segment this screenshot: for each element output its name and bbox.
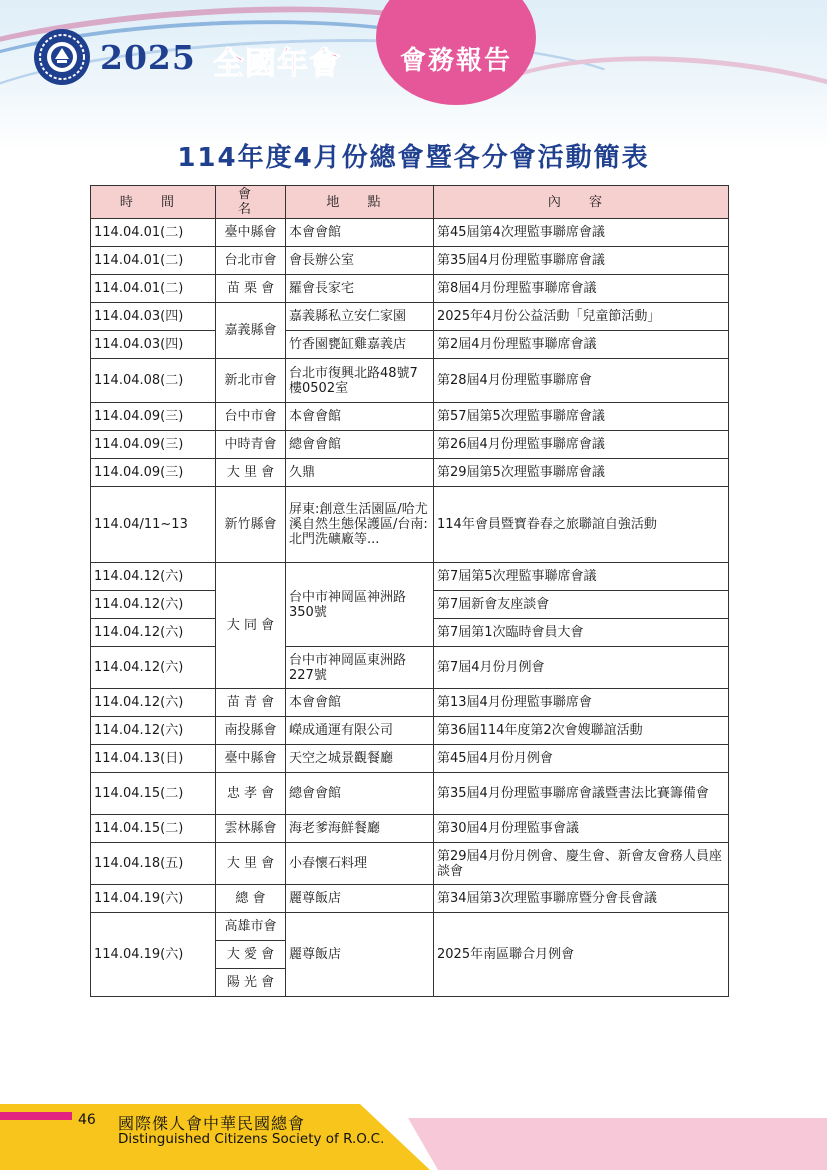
cell-time: 114.04.01(二): [91, 247, 216, 275]
cell-content: 2025年4月份公益活動「兒童節活動」: [434, 303, 729, 331]
cell-place: 台中市神岡區東洲路227號: [286, 647, 434, 689]
cell-place: 海老爹海鮮餐廳: [286, 815, 434, 843]
column-header-time: 時 間: [91, 186, 216, 219]
cell-time: 114.04.12(六): [91, 563, 216, 591]
cell-time: 114.04/11~13: [91, 487, 216, 563]
footer-org-name-en: Distinguished Citizens Society of R.O.C.: [118, 1131, 385, 1147]
cell-content: 第2屆4月份理監事聯席會議: [434, 331, 729, 359]
cell-club: 大 愛 會: [216, 941, 286, 969]
cell-time: 114.04.15(二): [91, 773, 216, 815]
table-row: [91, 247, 729, 275]
cell-content: 第35屆4月份理監事聯席會議暨書法比賽籌備會: [434, 773, 729, 815]
cell-club: 總 會: [216, 885, 286, 913]
cell-place: 總會會館: [286, 431, 434, 459]
footer-pink-band: [408, 1118, 827, 1170]
cell-time: 114.04.19(六): [91, 913, 216, 997]
cell-time: 114.04.12(六): [91, 591, 216, 619]
society-emblem-icon: [33, 28, 91, 86]
table-row: [91, 487, 729, 563]
cell-time: 114.04.15(二): [91, 815, 216, 843]
cell-place: 本會會館: [286, 219, 434, 247]
cell-club: 嘉義縣會: [216, 303, 286, 359]
section-badge-label: 會務報告: [399, 46, 512, 76]
cell-content: 第7屆新會友座談會: [434, 591, 729, 619]
cell-club: 苗 栗 會: [216, 275, 286, 303]
cell-club: 大 里 會: [216, 843, 286, 885]
activity-table: [90, 185, 729, 997]
table-row: [91, 303, 729, 331]
cell-club: 台北市會: [216, 247, 286, 275]
table-row: [91, 275, 729, 303]
cell-content: 第45屆第4次理監事聯席會議: [434, 219, 729, 247]
column-header-place: 地 點: [286, 186, 434, 219]
cell-place: 小春懷石料理: [286, 843, 434, 885]
cell-place: 竹香園甕缸雞嘉義店: [286, 331, 434, 359]
column-header-content: 內 容: [434, 186, 729, 219]
table-row: [91, 745, 729, 773]
table-row: [91, 913, 729, 941]
cell-content: 第30屆4月份理監事會議: [434, 815, 729, 843]
cell-content: 第34屆第3次理監事聯席暨分會長會議: [434, 885, 729, 913]
table-row: [91, 773, 729, 815]
table-row: [91, 717, 729, 745]
table-header-row: [91, 186, 729, 219]
cell-time: 114.04.08(二): [91, 359, 216, 403]
cell-place: 本會會館: [286, 689, 434, 717]
cell-content: 第7屆4月份月例會: [434, 647, 729, 689]
cell-time: 114.04.18(五): [91, 843, 216, 885]
cell-place: 會長辦公室: [286, 247, 434, 275]
cell-time: 114.04.12(六): [91, 647, 216, 689]
cell-content: 第36屆114年度第2次會嫂聯誼活動: [434, 717, 729, 745]
cell-content: 2025年南區聯合月例會: [434, 913, 729, 997]
cell-place: 屏東:創意生活園區/哈尤溪自然生態保護區/台南:北門洗礦廠等...: [286, 487, 434, 563]
cell-time: 114.04.01(二): [91, 219, 216, 247]
cell-time: 114.04.09(三): [91, 431, 216, 459]
cell-place: 嶸成通運有限公司: [286, 717, 434, 745]
table-row: [91, 459, 729, 487]
cell-place: 台北市復興北路48號7樓0502室: [286, 359, 434, 403]
cell-content: 第13屆4月份理監事聯席會: [434, 689, 729, 717]
cell-club: 臺中縣會: [216, 745, 286, 773]
cell-place: 羅會長家宅: [286, 275, 434, 303]
cell-time: 114.04.12(六): [91, 689, 216, 717]
cell-club: 新北市會: [216, 359, 286, 403]
cell-time: 114.04.03(四): [91, 331, 216, 359]
cell-place: 久鼎: [286, 459, 434, 487]
cell-place: 本會會館: [286, 403, 434, 431]
cell-place: 天空之城景觀餐廳: [286, 745, 434, 773]
cell-content: 第57屆第5次理監事聯席會議: [434, 403, 729, 431]
cell-club: 大 里 會: [216, 459, 286, 487]
cell-place: 總會會館: [286, 773, 434, 815]
cell-place: 麗尊飯店: [286, 913, 434, 997]
cell-content: 第7屆第1次臨時會員大會: [434, 619, 729, 647]
table-row: [91, 815, 729, 843]
table-row: [91, 689, 729, 717]
header-event-name: 全國年會: [213, 46, 341, 82]
header-year: 2025: [100, 38, 196, 77]
cell-club: 高雄市會: [216, 913, 286, 941]
cell-content: 第35屆4月份理監事聯席會議: [434, 247, 729, 275]
cell-time: 114.04.12(六): [91, 619, 216, 647]
cell-club: 大 同 會: [216, 563, 286, 689]
table-row: [91, 563, 729, 591]
cell-content: 第28屆4月份理監事聯席會: [434, 359, 729, 403]
cell-content: 第29屆4月份月例會、慶生會、新會友會務人員座談會: [434, 843, 729, 885]
cell-time: 114.04.03(四): [91, 303, 216, 331]
cell-club: 中時青會: [216, 431, 286, 459]
table-row: [91, 843, 729, 885]
table-row: [91, 403, 729, 431]
cell-content: 第45屆4月份月例會: [434, 745, 729, 773]
table-row: [91, 431, 729, 459]
cell-club: 南投縣會: [216, 717, 286, 745]
cell-time: 114.04.12(六): [91, 717, 216, 745]
page-title: 114年度4月份總會暨各分會活動簡表: [177, 143, 650, 173]
footer-org-name-zh: 國際傑人會中華民國總會: [118, 1114, 306, 1133]
cell-club: 陽 光 會: [216, 969, 286, 997]
cell-content: 第7屆第5次理監事聯席會議: [434, 563, 729, 591]
cell-time: 114.04.09(三): [91, 459, 216, 487]
table-row: [91, 647, 729, 689]
column-header-club: 會 名: [216, 186, 286, 219]
cell-club: 台中市會: [216, 403, 286, 431]
cell-club: 臺中縣會: [216, 219, 286, 247]
cell-content: 第8屆4月份理監事聯席會議: [434, 275, 729, 303]
cell-club: 苗 青 會: [216, 689, 286, 717]
cell-place: 嘉義縣私立安仁家園: [286, 303, 434, 331]
cell-content: 第29屆第5次理監事聯席會議: [434, 459, 729, 487]
cell-time: 114.04.09(三): [91, 403, 216, 431]
cell-club: 忠 孝 會: [216, 773, 286, 815]
table-row: [91, 359, 729, 403]
cell-time: 114.04.13(日): [91, 745, 216, 773]
footer-accent-bar: [0, 1112, 72, 1120]
cell-club: 新竹縣會: [216, 487, 286, 563]
cell-content: 第26屆4月份理監事聯席會議: [434, 431, 729, 459]
cell-content: 114年會員暨寶眷春之旅聯誼自強活動: [434, 487, 729, 563]
cell-time: 114.04.01(二): [91, 275, 216, 303]
cell-place: 麗尊飯店: [286, 885, 434, 913]
cell-club: 雲林縣會: [216, 815, 286, 843]
cell-time: 114.04.19(六): [91, 885, 216, 913]
table-row: [91, 219, 729, 247]
table-row: [91, 885, 729, 913]
page-number: 46: [78, 1112, 96, 1128]
cell-place: 台中市神岡區神洲路350號: [286, 563, 434, 647]
table-row: [91, 331, 729, 359]
